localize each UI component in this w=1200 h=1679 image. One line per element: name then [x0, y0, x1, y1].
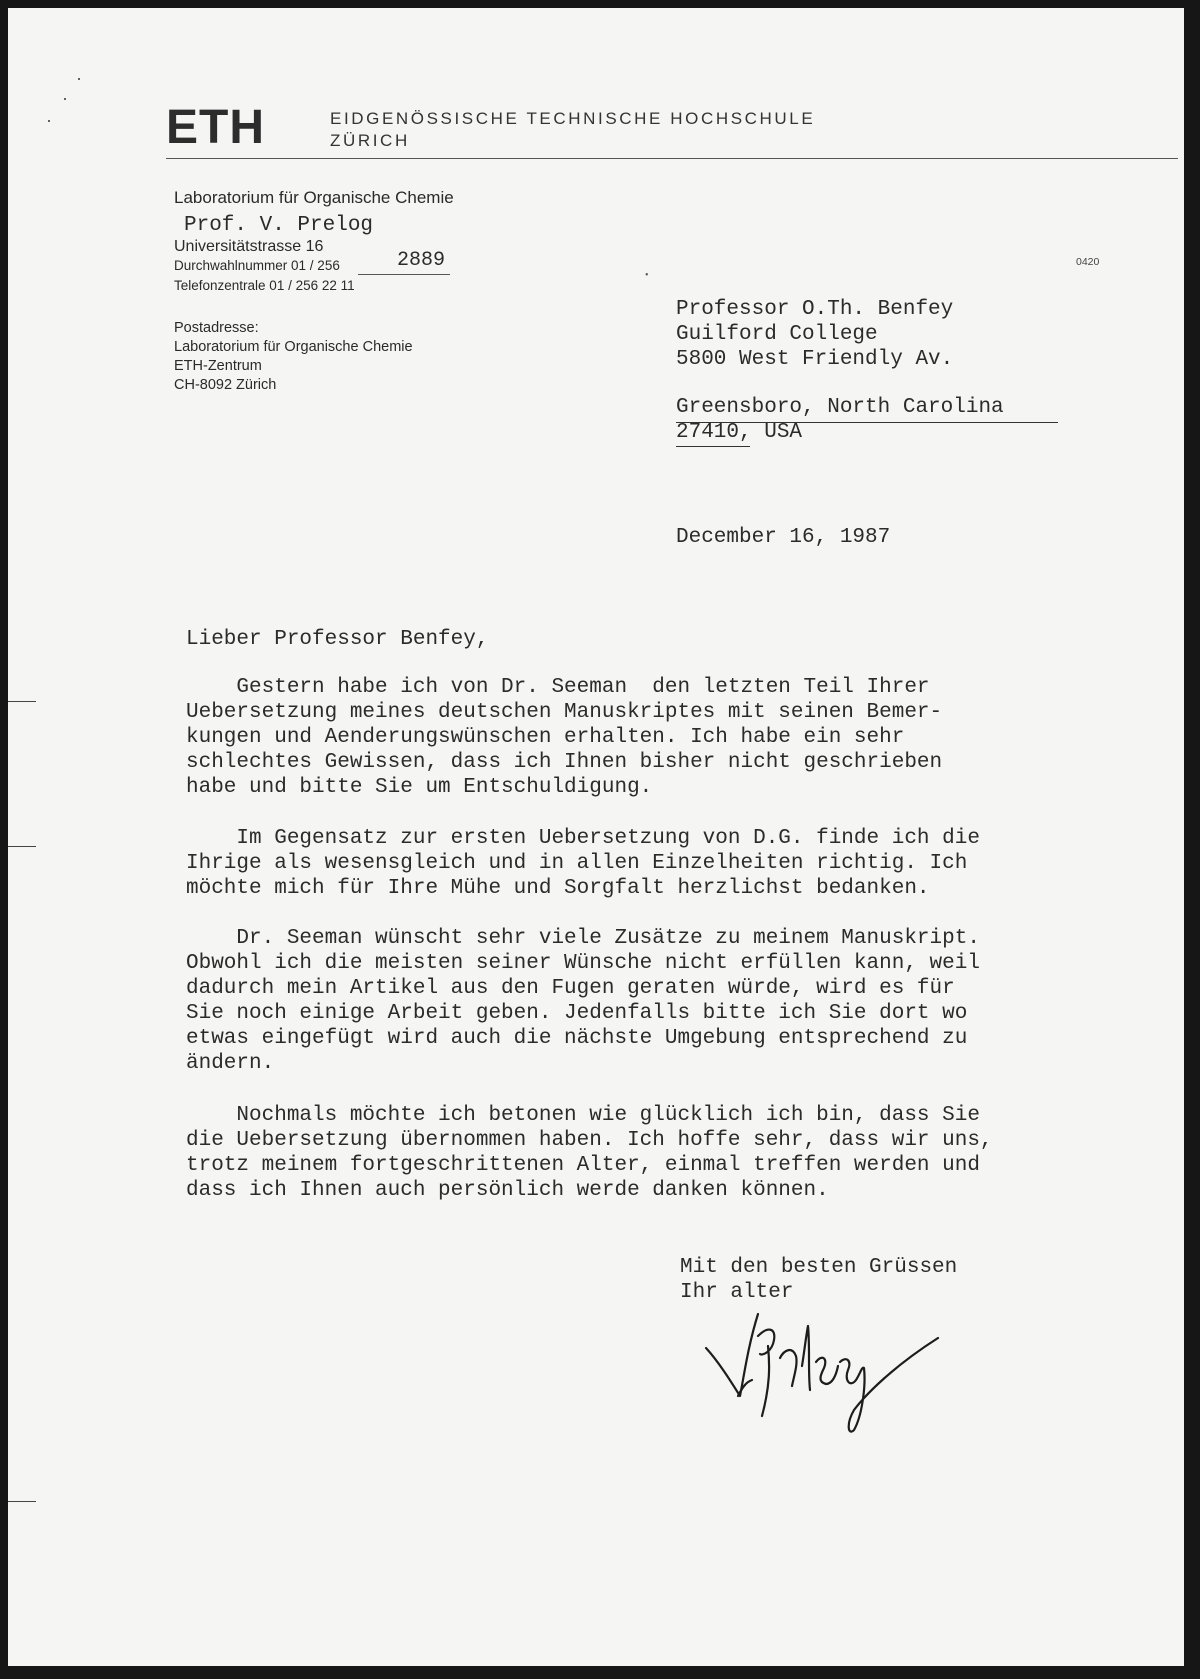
salutation: Lieber Professor Benfey, [186, 628, 489, 651]
postal-label: Postadresse: [174, 320, 259, 336]
direct-dial-ext: 2889 [397, 249, 446, 272]
fold-mark [8, 701, 36, 702]
paragraph-4: Nochmals möchte ich betonen wie glücklich ich bin, dass Sie die Uebersetzung übernommen haben. Ich hoffe sehr, dass wir uns, trotz meinem fortgeschrittenen Alter, einmal treffen werden und dass ich Ihnen auch persönlich werde danken können. [186, 1104, 993, 1202]
switchboard: Telefonzentrale 01 / 256 22 11 [174, 278, 355, 293]
sender-street: Universitätstrasse 16 [174, 238, 324, 255]
recipient-org: Guilford College [676, 323, 878, 346]
fold-mark [8, 846, 36, 847]
zip-underline [676, 446, 750, 447]
eth-logo: ETH [166, 101, 265, 154]
institution-line1: EIDGENÖSSISCHE TECHNISCHE HOCHSCHULE [330, 109, 816, 128]
paragraph-1: Gestern habe ich von Dr. Seeman den letzten Teil Ihrer Uebersetzung meines deutschen Manuskriptes mit seinen Bemer- kungen und Aenderungswünschen erhalten. Ich habe ein sehr schlechtes Gewissen, dass ich Ihnen bisher nicht geschrieben habe und bitte Sie um Entschuldigung. [186, 676, 943, 799]
letter-page [8, 8, 1184, 1666]
paper-speck [78, 78, 80, 80]
institution-name [330, 108, 815, 152]
recipient-street: 5800 West Friendly Av. [676, 348, 954, 371]
signature [698, 1306, 998, 1438]
reference-code: 0420 [1076, 256, 1100, 268]
postal-line: Laboratorium für Organische Chemie [174, 339, 413, 355]
paper-speck [48, 120, 50, 122]
letter-date: December 16, 1987 [676, 526, 891, 549]
recipient-zip-line [676, 421, 802, 444]
postal-address [174, 338, 413, 395]
sender-name: Prof. V. Prelog [184, 214, 374, 237]
dot-mark: • [645, 270, 649, 281]
postal-line: ETH-Zentrum [174, 358, 262, 374]
recipient-address [676, 297, 953, 372]
recipient-city: Greensboro, North Carolina [676, 396, 1004, 419]
recipient-country: , USA [739, 421, 803, 444]
fold-mark [8, 1501, 36, 1502]
paragraph-3: Dr. Seeman wünscht sehr viele Zusätze zu meinem Manuskript. Obwohl ich die meisten seiner Wünsche nicht erfüllen kann, weil dadurch mein Artikel aus den Fugen geraten würde, wird es für Sie noch einige Arbeit geben. Jedenfalls bitte ich Sie dort wo etwas eingefügt wird auch die nächste Umgebung entsprechend zu ändern. [186, 927, 980, 1075]
paragraph-2: Im Gegensatz zur ersten Uebersetzung von D.G. finde ich die Ihrige als wesensgleich und in allen Einzelheiten richtig. Ich möchte mich für Ihre Mühe und Sorgfalt herzlichst bedanken. [186, 827, 980, 900]
postal-line: CH-8092 Zürich [174, 377, 277, 393]
ext-underline [358, 274, 450, 275]
letterhead-rule [166, 158, 1178, 159]
institution-line2: ZÜRICH [330, 131, 410, 150]
recipient-zip: 27410 [676, 421, 740, 444]
paper-speck [64, 98, 66, 100]
recipient-name: Professor O.Th. Benfey [676, 298, 954, 321]
sender-lab: Laboratorium für Organische Chemie [174, 188, 454, 207]
closing: Mit den besten Grüssen Ihr alter [680, 1256, 958, 1304]
direct-dial-label: Durchwahlnummer 01 / 256 [174, 258, 340, 273]
